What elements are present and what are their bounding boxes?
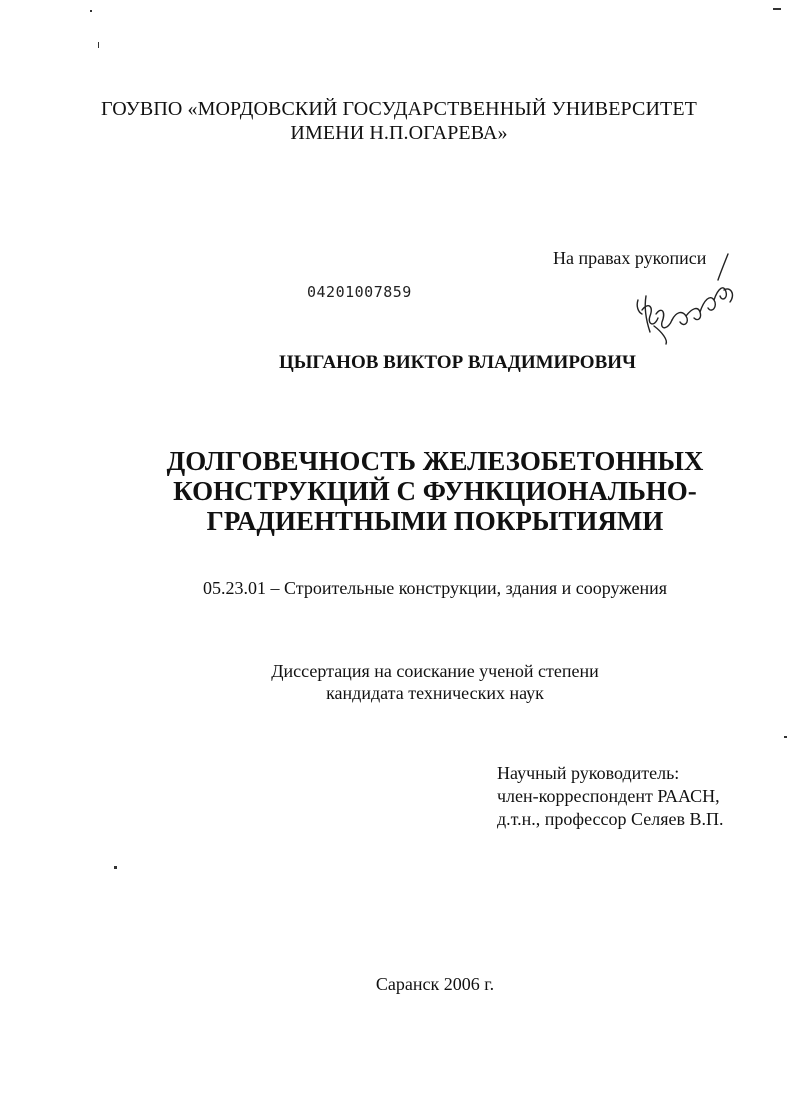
signature-image [628,250,740,346]
scan-speck [773,8,781,10]
supervisor-line-1: Научный руководитель: [497,763,680,783]
supervisor-line-2: член-корреспондент РААСН, [497,786,720,806]
title-line-1: ДОЛГОВЕЧНОСТЬ ЖЕЛЕЗОБЕТОННЫХ [166,446,704,476]
scan-speck [98,42,99,48]
university-header [0,97,798,145]
university-line-2: ИМЕНИ Н.П.ОГАРЕВА» [290,122,508,144]
title-line-2: КОНСТРУКЦИЙ С ФУНКЦИОНАЛЬНО- [173,476,697,506]
scan-speck [114,866,117,869]
degree-statement [0,660,798,704]
place-and-year: Саранск 2006 г. [375,974,495,994]
supervisor-line-3: д.т.н., профессор Селяев В.П. [497,809,724,829]
university-line-1: ГОУВПО «МОРДОВСКИЙ ГОСУДАРСТВЕННЫЙ УНИВЕРСИТЕТ [101,98,697,120]
scan-speck [784,736,787,738]
catalog-code: 04201007859 [307,283,412,301]
dissertation-title [0,446,798,536]
degree-line-2: кандидата технических наук [326,683,544,703]
scientific-supervisor [497,762,724,831]
title-line-3: ГРАДИЕНТНЫМИ ПОКРЫТИЯМИ [206,506,664,536]
degree-line-1: Диссертация на соискание ученой степени [271,661,599,681]
specialty-code: 05.23.01 – Строительные конструкции, здания и сооружения [202,578,668,598]
manuscript-rights: На правах рукописи [553,248,707,268]
scan-speck [90,10,92,12]
author-name: ЦЫГАНОВ ВИКТОР ВЛАДИМИРОВИЧ [278,352,636,373]
